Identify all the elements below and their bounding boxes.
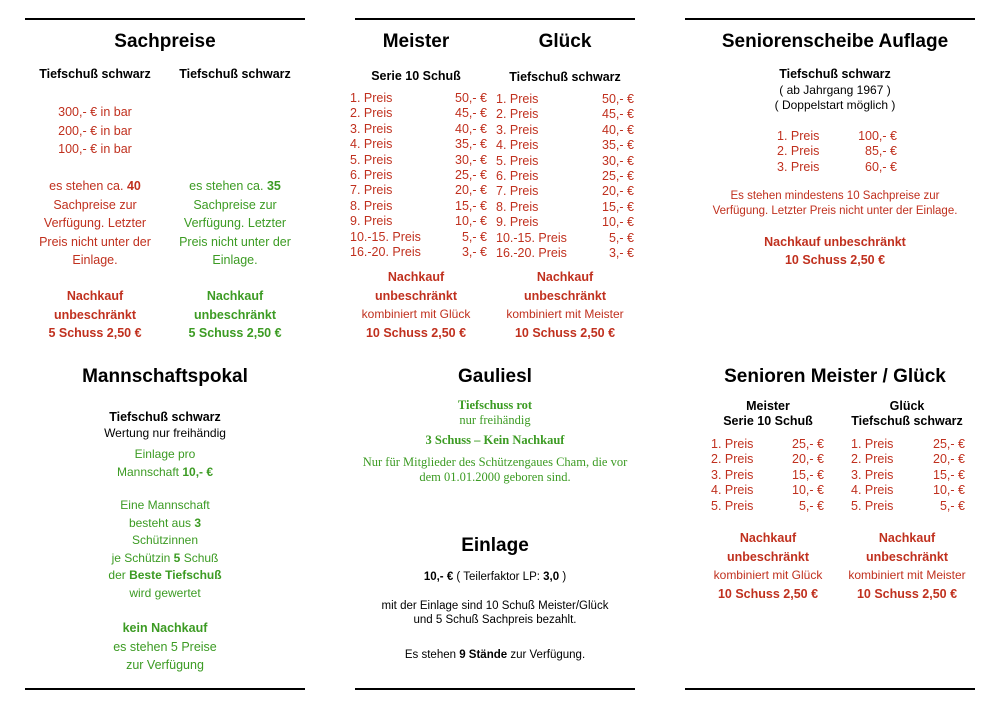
prize-row (496, 138, 634, 153)
senioren-mg-title: Senioren Meister / Glück (724, 366, 946, 387)
prize-row (777, 129, 897, 144)
prize-value: 15,- € (792, 467, 824, 482)
meister-heading: Serie 10 Schuß (371, 69, 461, 83)
prize-label: 9. Preis (496, 215, 539, 230)
prize-value: 40,- € (602, 122, 634, 137)
prize-label: 6. Preis (496, 169, 539, 184)
senioren-mg-col1-prize-list (711, 437, 824, 514)
prize-value: 20,- € (792, 452, 824, 467)
prize-row (350, 106, 487, 121)
senioren-mg-col2-heading1: Glück (889, 399, 925, 413)
prize-label: 5. Preis (711, 498, 754, 513)
prize-value: 25,- € (933, 437, 965, 451)
prize-row (496, 231, 634, 246)
prize-label: 7. Preis (350, 183, 393, 198)
meister-title: Meister (382, 31, 450, 52)
prize-row (851, 483, 965, 498)
prize-value: 10,- € (933, 483, 965, 498)
gauliesl-line1: Tiefschuss rot (457, 398, 533, 412)
prize-label: 10.-15. Preis (350, 229, 421, 244)
cash-item: 100,- € in bar (58, 142, 132, 156)
gauliesl-line4: Nur für Mitglieder des Schützengaues Cham, die vor (362, 455, 628, 469)
prize-row (350, 183, 487, 198)
mannschaft-team-info: Eine Mannschaft besteht aus 3 Schützinnen je Schützin 5 Schuß der Beste Tiefschuß wird gewertet (108, 498, 222, 600)
prize-label: 2. Preis (777, 144, 820, 159)
prize-value: 100,- € (858, 129, 897, 143)
prize-value: 45,- € (455, 106, 487, 121)
senioren-mg-col1-heading2: Serie 10 Schuß (723, 414, 813, 428)
senioren-mg-col2-nachkauf: Nachkauf unbeschränkt kombiniert mit Meister 10 Schuss 2,50 € (848, 531, 966, 601)
prize-value: 3,- € (608, 246, 634, 261)
prize-value: 25,- € (602, 169, 634, 184)
senioren-auflage-title: Seniorenscheibe Auflage (721, 31, 949, 52)
prize-label: 4. Preis (350, 137, 393, 152)
sachpreise-col1-availability: es stehen ca. 40 Sachpreise zur Verfügung. Letzter Preis nicht unter der Einlage. (39, 179, 151, 267)
prize-value: 15,- € (933, 467, 965, 482)
einlage-title: Einlage (461, 535, 529, 556)
prize-value: 10,- € (602, 215, 634, 230)
prize-value: 5,- € (461, 229, 487, 244)
prize-label: 3. Preis (851, 467, 894, 482)
senioren-mg-col1-heading1: Meister (746, 399, 790, 413)
prize-label: 5. Preis (350, 152, 393, 167)
gauliesl-line2: nur freihändig (459, 413, 531, 427)
prize-value: 20,- € (455, 183, 487, 198)
prize-row (496, 154, 634, 169)
prize-row (496, 92, 634, 107)
prize-label: 16.-20. Preis (350, 245, 421, 260)
prize-row (777, 160, 897, 175)
einlage-line3: und 5 Schuß Sachpreis bezahlt. (413, 614, 577, 626)
prize-row (851, 499, 965, 514)
cash-item: 200,- € in bar (58, 123, 132, 138)
prize-label: 4. Preis (851, 483, 894, 498)
senioren-mg-col1-nachkauf: Nachkauf unbeschränkt kombiniert mit Glück 10 Schuss 2,50 € (713, 531, 823, 601)
prize-row (711, 437, 824, 452)
prize-label: 8. Preis (496, 199, 539, 214)
prize-row (711, 468, 824, 483)
prize-label: 16.-20. Preis (496, 246, 567, 261)
glueck-title: Glück (538, 31, 592, 52)
prize-value: 85,- € (865, 144, 897, 159)
sachpreise-col1-heading: Tiefschuß schwarz (39, 67, 151, 81)
prize-row (777, 144, 897, 159)
prize-label: 10.-15. Preis (496, 230, 567, 245)
senioren-auflage-price: 10 Schuss 2,50 € (784, 253, 886, 267)
prize-label: 2. Preis (350, 106, 393, 121)
prize-row (350, 91, 487, 106)
prize-value: 3,- € (461, 245, 487, 260)
einlage-line2: mit der Einlage sind 10 Schuß Meister/Glück (381, 600, 609, 612)
prize-row (851, 452, 965, 467)
prize-value: 45,- € (602, 107, 634, 122)
prize-value: 50,- € (455, 91, 487, 105)
prize-row (350, 214, 487, 229)
prize-label: 1. Preis (851, 437, 894, 451)
prize-label: 1. Preis (777, 129, 820, 143)
prize-row (496, 169, 634, 184)
mannschaft-title: Mannschaftspokal (82, 366, 248, 387)
bottom-rule-left (25, 688, 305, 690)
senioren-mg-col2-prize-list (851, 437, 965, 514)
gauliesl-line3: 3 Schuss – Kein Nachkauf (425, 433, 565, 447)
prize-value: 25,- € (455, 168, 487, 183)
prize-row (496, 200, 634, 215)
meister-nachkauf: Nachkauf unbeschränkt kombiniert mit Glück 10 Schuss 2,50 € (361, 270, 471, 340)
mannschaft-prizes: kein Nachkauf es stehen 5 Preise zur Verfügung (113, 621, 217, 672)
prize-value: 5,- € (939, 498, 965, 513)
prize-row (350, 230, 487, 245)
prize-value: 20,- € (602, 184, 634, 199)
gauliesl-line5: dem 01.01.2000 geboren sind. (419, 470, 571, 484)
prize-label: 2. Preis (711, 452, 754, 467)
prize-value: 5,- € (608, 230, 634, 245)
prize-label: 9. Preis (350, 214, 393, 229)
mannschaft-heading: Tiefschuß schwarz (109, 410, 221, 424)
prize-value: 5,- € (798, 498, 824, 513)
gauliesl-title: Gauliesl (458, 366, 532, 387)
sachpreise-col1-nachkauf: Nachkauf unbeschränkt 5 Schuss 2,50 € (48, 289, 142, 340)
prize-row (851, 437, 965, 452)
senioren-mg-col2-heading2: Tiefschuß schwarz (851, 414, 963, 428)
prize-row (711, 483, 824, 498)
glueck-prize-list (496, 92, 634, 261)
prize-value: 50,- € (602, 92, 634, 106)
sachpreise-col2-availability: es stehen ca. 35 Sachpreise zur Verfügung. Letzter Preis nicht unter der Einlage. (179, 179, 291, 267)
prize-row (350, 122, 487, 137)
prize-row (496, 246, 634, 261)
senioren-auflage-note1: ( ab Jahrgang 1967 ) (779, 83, 891, 97)
sachpreise-title: Sachpreise (114, 31, 216, 52)
bottom-rule-middle (355, 688, 635, 690)
prize-label: 2. Preis (851, 452, 894, 467)
prize-label: 4. Preis (711, 483, 754, 498)
prize-row (350, 137, 487, 152)
senioren-auflage-nachkauf: Nachkauf unbeschränkt (764, 235, 906, 249)
sachpreise-cash-list (25, 103, 165, 159)
prize-row (350, 153, 487, 168)
prize-label: 5. Preis (496, 153, 539, 168)
prize-value: 30,- € (602, 153, 634, 168)
prize-label: 1. Preis (350, 91, 393, 105)
prize-label: 4. Preis (496, 138, 539, 153)
prize-value: 20,- € (933, 452, 965, 467)
sachpreise-col2-heading: Tiefschuß schwarz (179, 67, 291, 81)
prize-value: 25,- € (792, 437, 824, 451)
prize-row (851, 468, 965, 483)
cash-item: 300,- € in bar (58, 105, 132, 119)
prize-row (496, 215, 634, 230)
prize-row (496, 107, 634, 122)
glueck-heading: Tiefschuß schwarz (509, 70, 621, 84)
prize-value: 35,- € (455, 137, 487, 152)
meister-prize-list (350, 91, 487, 260)
mannschaft-einlage: Einlage pro Mannschaft 10,- € (116, 447, 214, 479)
einlage-line1: 10,- € ( Teilerfaktor LP: 3,0 ) (423, 571, 567, 583)
bottom-rule-right (685, 688, 975, 690)
glueck-nachkauf: Nachkauf unbeschränkt kombiniert mit Meister 10 Schuss 2,50 € (506, 270, 624, 340)
prize-value: 35,- € (602, 138, 634, 153)
prize-row (496, 123, 634, 138)
prize-label: 2. Preis (496, 107, 539, 122)
top-rule-left (25, 18, 305, 20)
prize-row (350, 199, 487, 214)
prize-label: 3. Preis (350, 121, 393, 136)
prize-value: 10,- € (792, 483, 824, 498)
prize-value: 15,- € (455, 198, 487, 213)
mannschaft-wertung: Wertung nur freihändig (104, 426, 226, 440)
prize-label: 8. Preis (350, 198, 393, 213)
prize-label: 1. Preis (496, 92, 539, 106)
einlage-line4: Es stehen 9 Stände zur Verfügung. (404, 649, 586, 661)
prize-row (496, 184, 634, 199)
prize-row (711, 452, 824, 467)
prize-label: 7. Preis (496, 184, 539, 199)
prize-label: 1. Preis (711, 437, 754, 451)
prize-label: 3. Preis (777, 159, 820, 174)
prize-label: 3. Preis (496, 122, 539, 137)
top-rule-middle (355, 18, 635, 20)
senioren-auflage-avail-2: Verfügung. Letzter Preis nicht unter der Einlage. (712, 205, 958, 217)
prize-row (350, 245, 487, 260)
prize-label: 5. Preis (851, 498, 894, 513)
sachpreise-col2-nachkauf: Nachkauf unbeschränkt 5 Schuss 2,50 € (188, 289, 282, 340)
prize-row (350, 168, 487, 183)
senioren-auflage-prize-list (777, 129, 897, 175)
prize-value: 10,- € (455, 214, 487, 229)
senioren-auflage-avail-1: Es stehen mindestens 10 Sachpreise zur (730, 190, 940, 202)
top-rule-right (685, 18, 975, 20)
prize-label: 6. Preis (350, 168, 393, 183)
senioren-auflage-note2: ( Doppelstart möglich ) (774, 98, 896, 112)
prize-label: 3. Preis (711, 467, 754, 482)
prize-value: 40,- € (455, 121, 487, 136)
senioren-auflage-heading: Tiefschuß schwarz (779, 67, 891, 81)
prize-value: 15,- € (602, 199, 634, 214)
prize-value: 60,- € (865, 159, 897, 174)
prize-value: 30,- € (455, 152, 487, 167)
prize-row (711, 499, 824, 514)
